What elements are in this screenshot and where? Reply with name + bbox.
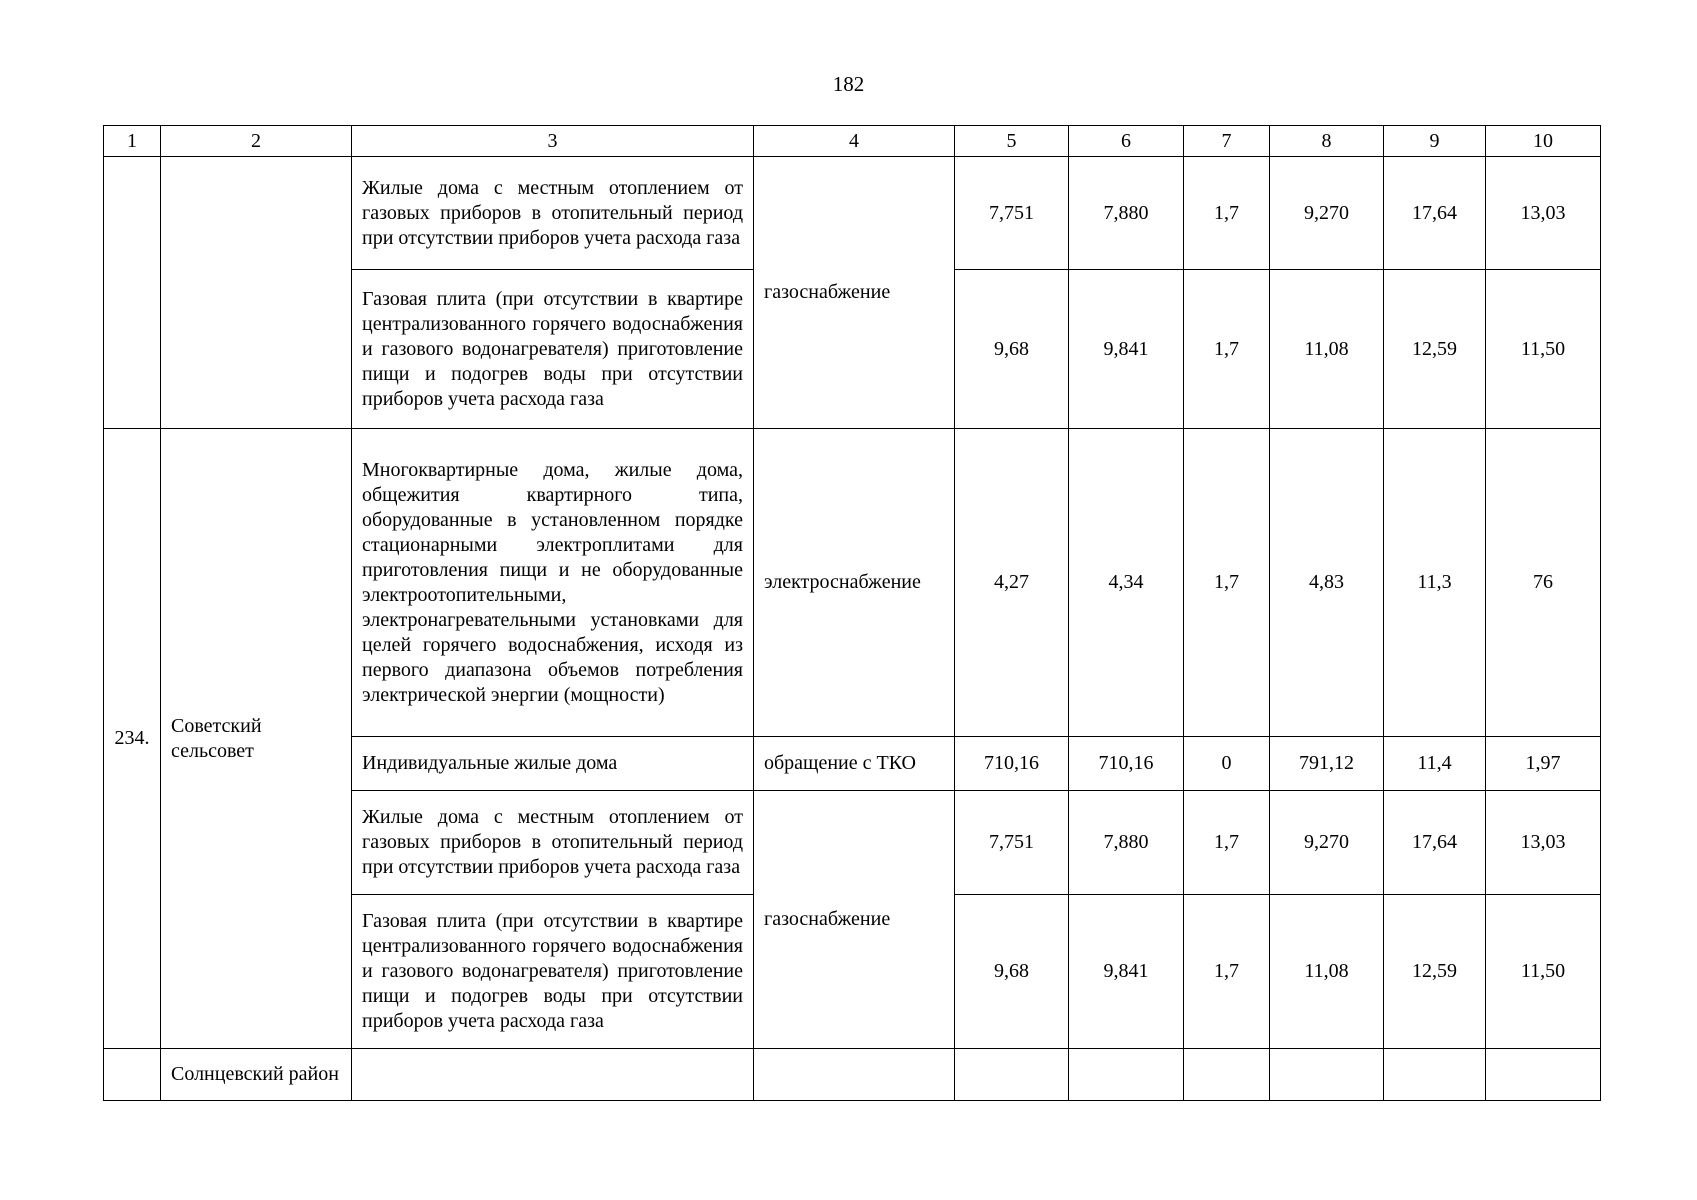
- value-cell: 7,751: [955, 791, 1069, 895]
- value-cell: 1,97: [1486, 737, 1601, 791]
- column-header: 8: [1270, 126, 1384, 157]
- value-cell: 9,841: [1069, 895, 1184, 1049]
- value-cell: 4,27: [955, 429, 1069, 737]
- value-cell: 12,59: [1384, 895, 1486, 1049]
- index-cell-empty: [104, 157, 161, 429]
- value-cell: 11,08: [1270, 895, 1384, 1049]
- service-cell: газоснабжение: [754, 157, 955, 429]
- description-cell: Газовая плита (при отсутствии в квартире централизованного горячего водоснабжения и газового водонагревателя) приготовление пищи и подогрев воды при отсутствии приборов учета расхода газа: [352, 895, 754, 1049]
- empty-cell: [1069, 1049, 1184, 1101]
- value-cell: 11,50: [1486, 895, 1601, 1049]
- value-cell: 9,270: [1270, 157, 1384, 270]
- empty-cell: [352, 1049, 754, 1101]
- value-cell: 9,841: [1069, 270, 1184, 429]
- value-cell: 13,03: [1486, 791, 1601, 895]
- index-cell-empty: [104, 1049, 161, 1101]
- column-header: 9: [1384, 126, 1486, 157]
- value-cell: 11,4: [1384, 737, 1486, 791]
- value-cell: 76: [1486, 429, 1601, 737]
- empty-cell: [1486, 1049, 1601, 1101]
- page-number: 182: [832, 72, 865, 96]
- value-cell: 1,7: [1184, 791, 1270, 895]
- column-header: 7: [1184, 126, 1270, 157]
- value-cell: 17,64: [1384, 791, 1486, 895]
- service-cell: газоснабжение: [754, 791, 955, 1049]
- empty-cell: [955, 1049, 1069, 1101]
- row-index: 234.: [104, 429, 161, 1049]
- column-header: 4: [754, 126, 955, 157]
- value-cell: 1,7: [1184, 270, 1270, 429]
- column-header: 1: [104, 126, 161, 157]
- value-cell: 11,3: [1384, 429, 1486, 737]
- service-cell: электроснабжение: [754, 429, 955, 737]
- value-cell: 791,12: [1270, 737, 1384, 791]
- description-cell: Жилые дома с местным отоплением от газовых приборов в отопительный период при отсутствии приборов учета расхода газа: [352, 791, 754, 895]
- description-cell: Газовая плита (при отсутствии в квартире централизованного горячего водоснабжения и газового водонагревателя) приготовление пищи и подогрев воды при отсутствии приборов учета расхода газа: [352, 270, 754, 429]
- settlement-cell-empty: [161, 157, 352, 429]
- value-cell: 4,34: [1069, 429, 1184, 737]
- column-header: 10: [1486, 126, 1601, 157]
- column-header: 3: [352, 126, 754, 157]
- value-cell: 0: [1184, 737, 1270, 791]
- value-cell: 13,03: [1486, 157, 1601, 270]
- description-cell: Многоквартирные дома, жилые дома, общежития квартирного типа, оборудованные в установленном порядке стационарными электроплитами для приготовления пищи и не оборудованные электроотопительными, электронагревательными установками для целей горячего водоснабжения, исходя из первого диапазона объемов потребления электрической энергии (мощности): [352, 429, 754, 737]
- value-cell: 9,68: [955, 270, 1069, 429]
- header-row: [104, 126, 1601, 157]
- district-name: Солнцевский район: [161, 1049, 352, 1101]
- column-header: 2: [161, 126, 352, 157]
- column-header: 5: [955, 126, 1069, 157]
- empty-cell: [1270, 1049, 1384, 1101]
- value-cell: 4,83: [1270, 429, 1384, 737]
- value-cell: 17,64: [1384, 157, 1486, 270]
- empty-cell: [1384, 1049, 1486, 1101]
- value-cell: 1,7: [1184, 429, 1270, 737]
- description-cell: Индивидуальные жилые дома: [352, 737, 754, 791]
- value-cell: 11,08: [1270, 270, 1384, 429]
- value-cell: 7,880: [1069, 791, 1184, 895]
- empty-cell: [1184, 1049, 1270, 1101]
- table-row: [104, 1049, 1601, 1101]
- value-cell: 11,50: [1486, 270, 1601, 429]
- settlement-name: Советский сельсовет: [161, 429, 352, 1049]
- value-cell: 710,16: [955, 737, 1069, 791]
- service-cell: обращение с ТКО: [754, 737, 955, 791]
- empty-cell: [754, 1049, 955, 1101]
- value-cell: 7,880: [1069, 157, 1184, 270]
- value-cell: 1,7: [1184, 895, 1270, 1049]
- tariff-table: [103, 125, 1601, 1101]
- table-row: [104, 429, 1601, 737]
- column-header: 6: [1069, 126, 1184, 157]
- value-cell: 9,270: [1270, 791, 1384, 895]
- value-cell: 710,16: [1069, 737, 1184, 791]
- description-cell: Жилые дома с местным отоплением от газовых приборов в отопительный период при отсутствии приборов учета расхода газа: [352, 157, 754, 270]
- value-cell: 7,751: [955, 157, 1069, 270]
- table-row: [104, 157, 1601, 270]
- value-cell: 12,59: [1384, 270, 1486, 429]
- value-cell: 1,7: [1184, 157, 1270, 270]
- value-cell: 9,68: [955, 895, 1069, 1049]
